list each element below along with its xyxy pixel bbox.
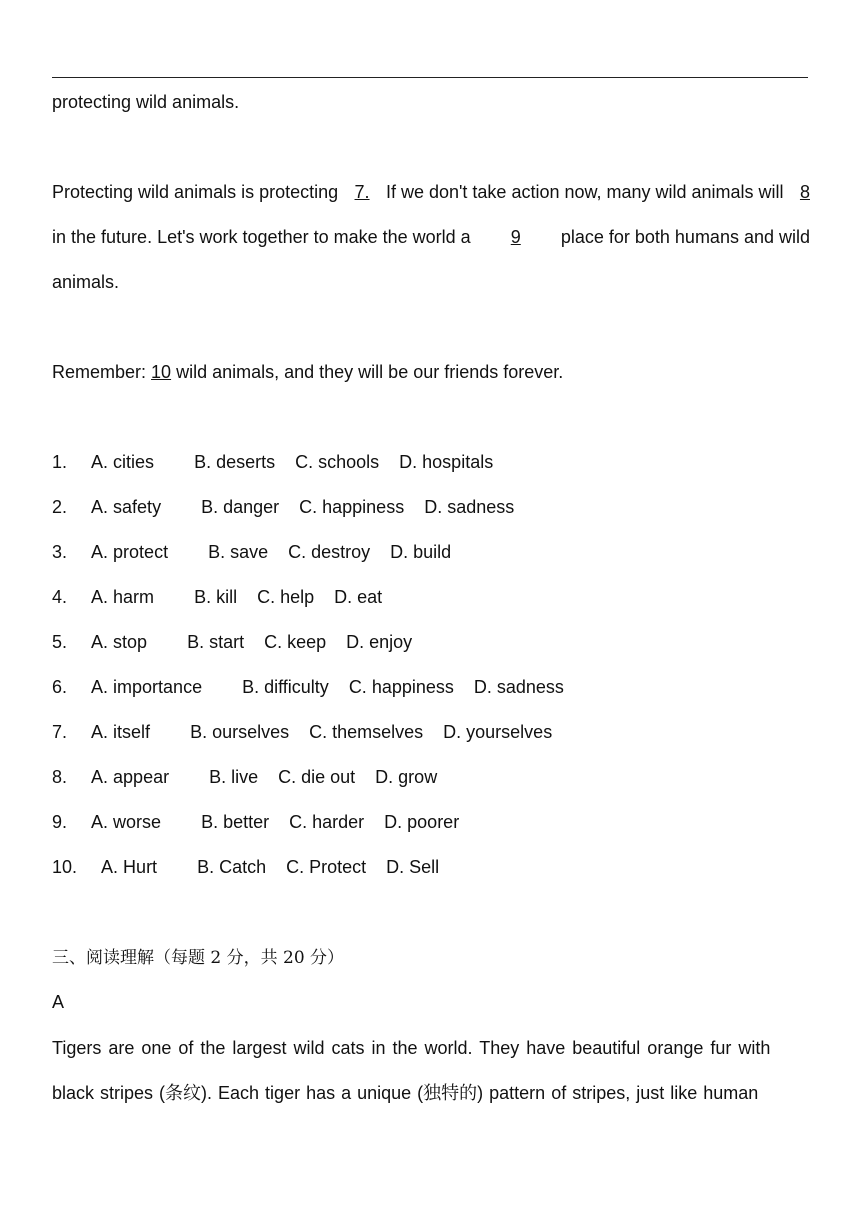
- question-option: C. themselves: [309, 722, 424, 742]
- passage-text: If we don't take action now, many wild animals will: [385, 182, 784, 202]
- question-row: [52, 630, 412, 654]
- question-option: 4. A. harm: [52, 587, 155, 607]
- question-option: C. happiness: [348, 677, 454, 697]
- question-option: D. hospitals: [399, 452, 494, 472]
- question-option: C. harder: [289, 812, 365, 832]
- question-option: D. poorer: [384, 812, 460, 832]
- question-option: 8. A. appear: [52, 767, 170, 787]
- question-option: B. better: [201, 812, 270, 832]
- question-option: D. eat: [334, 587, 383, 607]
- question-option: B. live: [209, 767, 259, 787]
- section-heading: 三、阅读理解（每题 2 分，共 20 分）: [52, 948, 345, 968]
- question-option: B. Catch: [197, 857, 267, 877]
- question-option: C. destroy: [288, 542, 371, 562]
- question-option: 5. A. stop: [52, 632, 148, 652]
- remember-text: wild animals, and they will be our friends forever.: [176, 362, 564, 382]
- question-option: C. help: [257, 587, 315, 607]
- passage-text: place for both humans and wild: [560, 227, 810, 247]
- reading-text: Tigers are one of the largest wild cats in the world. They have beautiful orange fur with: [52, 1038, 771, 1058]
- question-option: 6. A. importance: [52, 677, 203, 697]
- question-option: 3. A. protect: [52, 542, 169, 562]
- question-option: D. yourselves: [443, 722, 553, 742]
- question-option: D. grow: [375, 767, 438, 787]
- question-option: D. Sell: [386, 857, 440, 877]
- question-row: [52, 720, 552, 744]
- passage-label: A: [52, 992, 65, 1012]
- question-option: D. build: [390, 542, 452, 562]
- reading-text: black stripes (条纹). Each tiger has a unique (独特的) pattern of stripes, just like human: [52, 1083, 759, 1103]
- question-option: 7. A. itself: [52, 722, 151, 742]
- question-row: [52, 495, 514, 519]
- question-option: 9. A. worse: [52, 812, 162, 832]
- passage-line: protecting wild animals.: [52, 92, 240, 112]
- passage-paragraph-line: [52, 225, 810, 249]
- question-option: C. keep: [264, 632, 327, 652]
- passage-text: in the future. Let's work together to make the world a: [52, 227, 471, 247]
- question-option: C. schools: [295, 452, 380, 472]
- question-option: B. kill: [194, 587, 238, 607]
- reading-text-line: [52, 1081, 810, 1105]
- reading-text-line: [52, 1036, 810, 1060]
- question-option: 1. A. cities: [52, 452, 155, 472]
- question-option: B. ourselves: [190, 722, 290, 742]
- question-option: C. happiness: [299, 497, 405, 517]
- question-row: [52, 585, 382, 609]
- blank-8: 8: [799, 182, 810, 202]
- passage-line: animals.: [52, 272, 120, 292]
- question-row: [52, 765, 437, 789]
- question-option: C. Protect: [286, 857, 367, 877]
- question-option: 2. A. safety: [52, 497, 162, 517]
- remember-line: [52, 360, 563, 384]
- question-option: B. save: [208, 542, 269, 562]
- question-row: [52, 810, 459, 834]
- blank-9: 9: [510, 227, 521, 247]
- question-option: C. die out: [278, 767, 356, 787]
- question-option: D. sadness: [424, 497, 515, 517]
- header-rule: [52, 77, 808, 78]
- question-row: [52, 855, 439, 879]
- question-option: B. danger: [201, 497, 280, 517]
- blank-7: 7.: [354, 182, 370, 202]
- question-row: [52, 675, 564, 699]
- question-row: [52, 540, 451, 564]
- question-option: D. sadness: [473, 677, 564, 697]
- blank-10: 10: [151, 362, 172, 382]
- passage-paragraph-line: [52, 180, 810, 204]
- question-option: B. difficulty: [242, 677, 329, 697]
- question-option: 10. A. Hurt: [52, 857, 158, 877]
- question-option: B. start: [187, 632, 245, 652]
- passage-text: Protecting wild animals is protecting: [52, 182, 339, 202]
- remember-label: Remember:: [52, 362, 147, 382]
- question-row: [52, 450, 493, 474]
- question-option: D. enjoy: [346, 632, 413, 652]
- question-option: B. deserts: [194, 452, 276, 472]
